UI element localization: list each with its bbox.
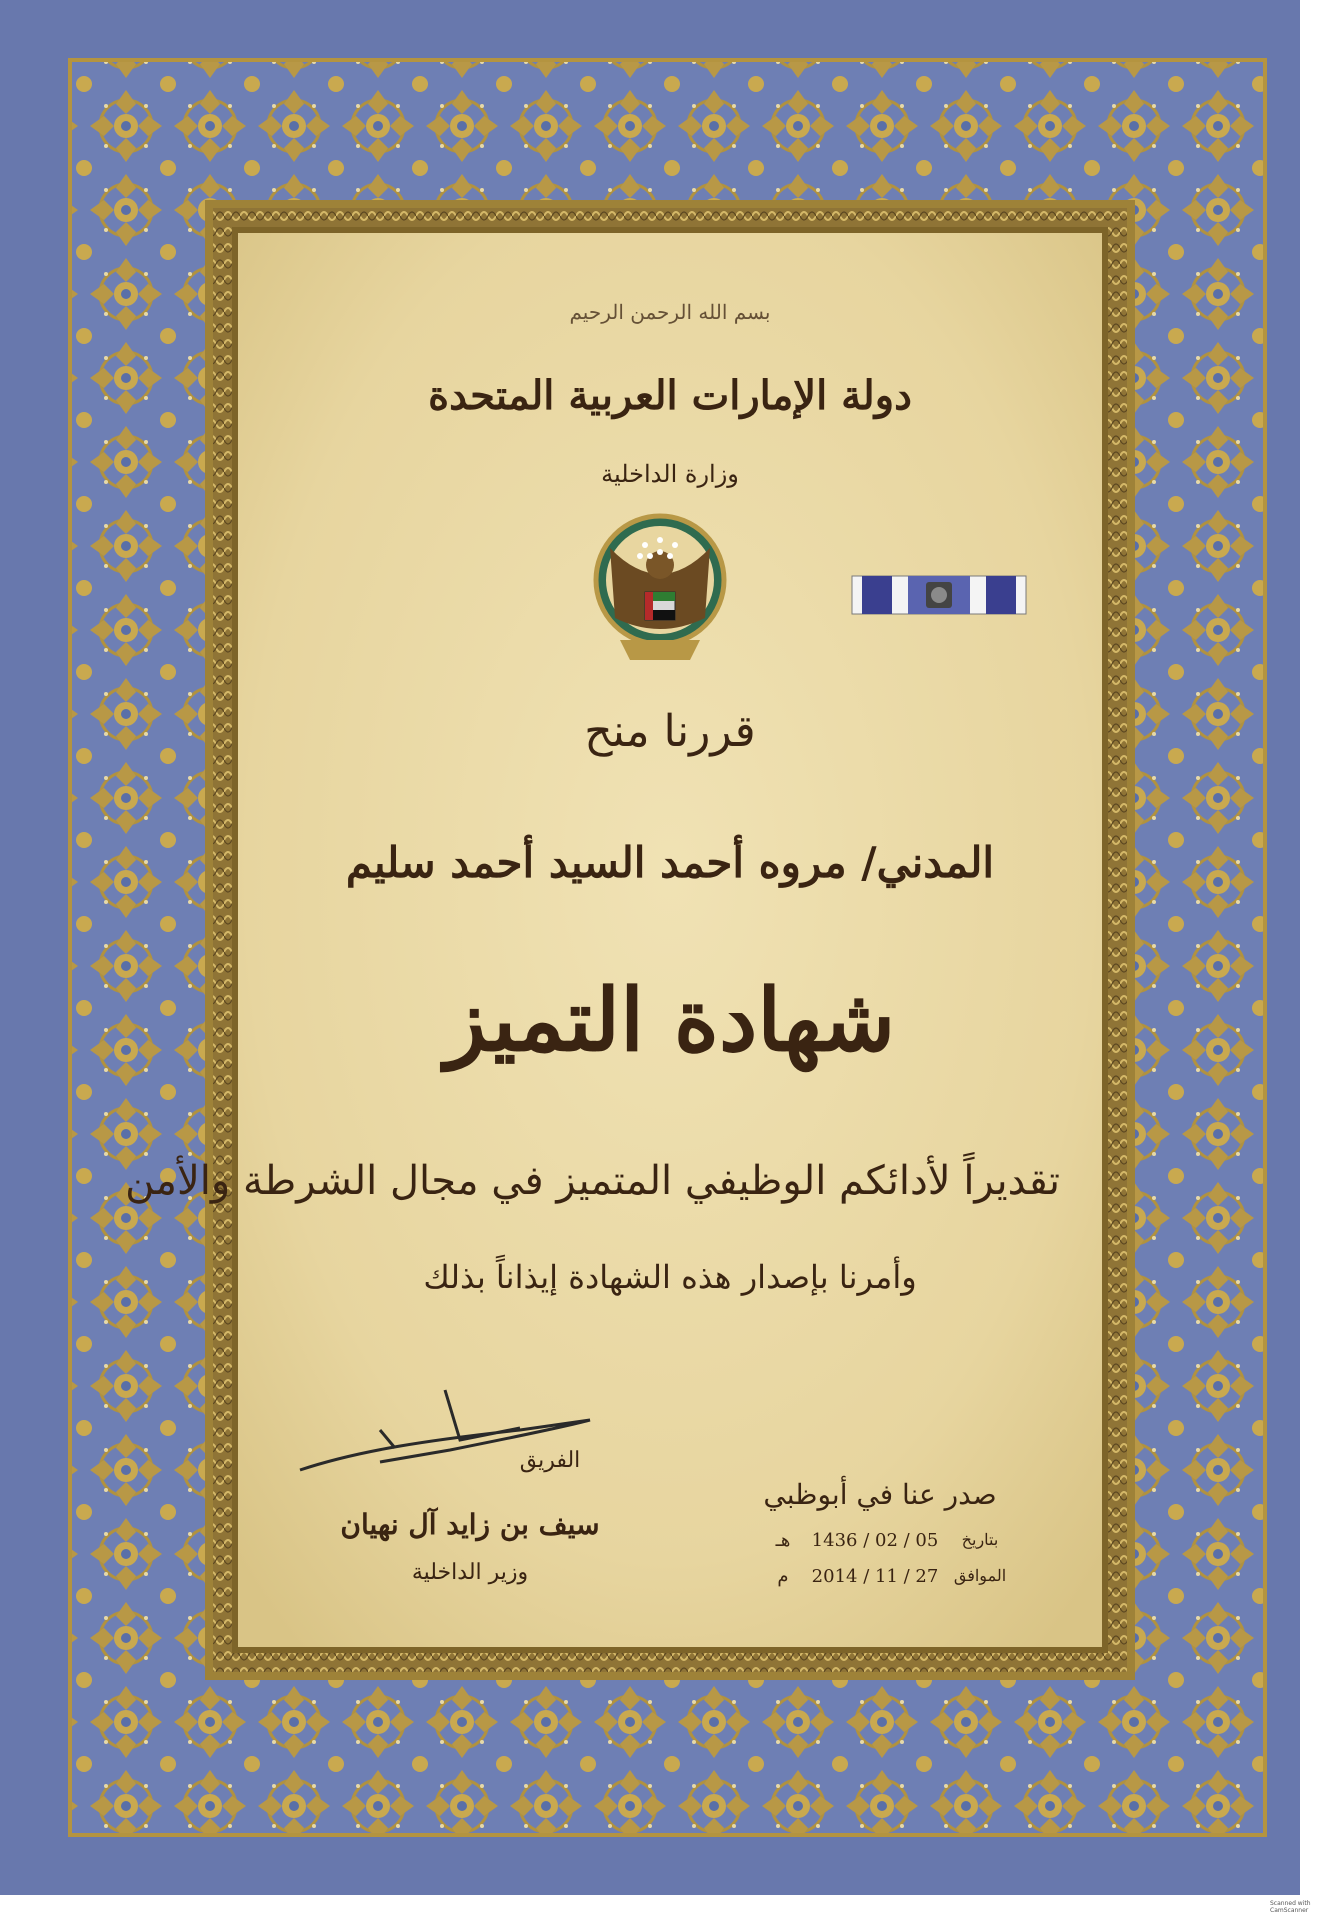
order-line: وأمرنا بإصدار هذه الشهادة إيذاناً بذلك — [423, 1258, 917, 1296]
country-name: دولة الإمارات العربية المتحدة — [428, 372, 912, 419]
date-gregorian: 2014 / 11 / 27 — [811, 1566, 939, 1587]
signer-title: وزير الداخلية — [411, 1560, 529, 1585]
decision-line: قررنا منح — [584, 706, 756, 757]
date-hijri: 1436 / 02 / 05 — [811, 1530, 939, 1551]
certificate-title: شهادة التميز — [444, 970, 896, 1071]
scanner-line-2: CamScanner — [1270, 1907, 1309, 1914]
signer-rank: الفريق — [519, 1448, 581, 1473]
recipient-name: المدني/ مروه أحمد السيد أحمد سليم — [345, 838, 995, 887]
date-hijri-label: بتاريخ — [961, 1530, 999, 1549]
issued-place: صدر عنا في أبوظبي — [763, 1478, 997, 1511]
basmala: بسم الله الرحمن الرحيم — [569, 300, 771, 324]
reason-line: تقديراً لأدائكم الوظيفي المتميز في مجال الشرطة والأمن — [125, 1158, 1060, 1204]
medal-ribbon-icon — [852, 576, 1026, 614]
ministry-name: وزارة الداخلية — [601, 460, 739, 488]
date-greg-suffix: م — [777, 1566, 789, 1587]
date-greg-label: الموافق — [953, 1566, 1007, 1585]
date-hijri-suffix: هـ — [775, 1530, 791, 1551]
scanner-line-1: Scanned with — [1270, 1900, 1311, 1907]
signer-name: سيف بن زايد آل نهيان — [340, 1508, 600, 1541]
scanner-watermark — [1270, 1900, 1311, 1914]
